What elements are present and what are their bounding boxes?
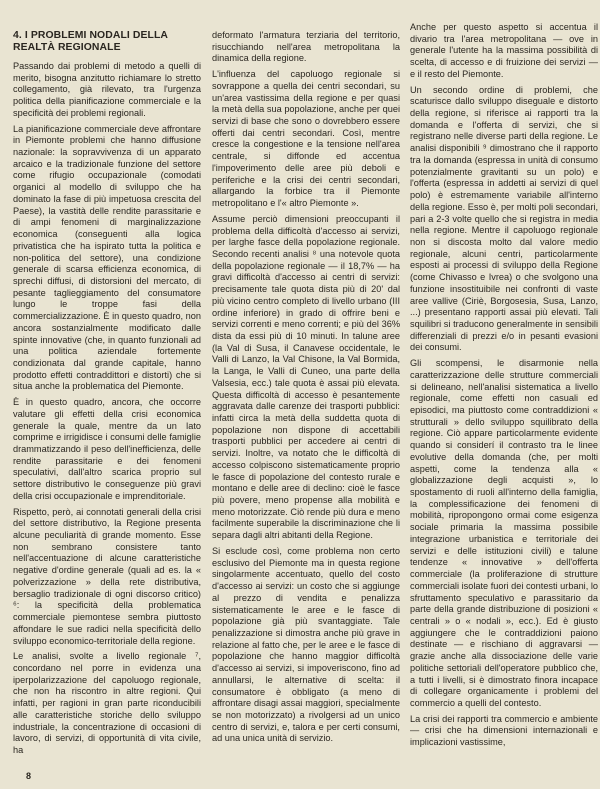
section-heading	[13, 30, 201, 54]
paragraph: La crisi dei rapporti tra commercio e ambiente — crisi che ha dimensioni internazionali e implicazioni vastissime,	[410, 713, 598, 748]
paragraph: Gli scompensi, le disarmonie nella caratterizzazione delle strutture commerciali si delineano, nell'analisi sistematica a livello regionale, come effetti non casuali ed episodici, ma piuttosto come contraddizioni « strutturali » dello sviluppo squilibrato della regione. Ciò appare particolarmente evidente quando si considerí il contrasto tra le linee evolutive della domanda (che, per molti aspetti, come la tendenza alla « globalizzazione degli acquisti », lo spostamento di ruoli all'interno della famiglia, la complessificazione dei fenomeni di mobilità, ripropongono ormai come esigenza sociale primaria la massima possibile integrazione urbanistica e territoriale dei servizi e delle istituzioni civili) e talune tendenze « innovative » dell'offerta commerciale (la proliferazione di strutture commerciali isolate fuori dei contesti urbani, lo sfruttamento speculativo e parassitario da parte della grande distribuzione di posizioni « centrali » o « nodali », ecc.). Ed è giusto aggiungere che le contraddizioni paiono destinate — e rischiano di aggravarsi — grazie anche alla dissociazione delle varie politiche settoriali dell'operatore pubblico che, a tutti i livelli, si è dimostrato finora incapace di collegare organicamente i problemi del commercio a quelli del contesto.	[410, 358, 598, 708]
paragraph: Un secondo ordine di problemi, che scaturisce dallo sviluppo diseguale e distorto della regione, si riferisce ai rapporti tra la domanda e l'offerta di servizi, che si registrano nelle diverse parti della regione. Le analisi disponibili ⁹ dimostrano che il rapporto tra la domanda (espressa in unità di consumo potenzialmente gravitanti su un polo) e l'offerta (espressa in addetti ai servizi di quel polo) è estremamente variabile all'interno della regione. Esso è, per molti poli secondari, pari a 2-3 volte quello che si registra in media nella regione. Mentre il capoluogo regionale non si discosta molto dal valore medio regionale, alcuni centri, particolarmente esposti ai processi di sviluppo della Regione (come Chivasso e Ivrea) o che svolgono una funzione insostituibile nei confronti di vaste aree vallive (Ciriè, Borgosesia, Susa, Lanzo, ...) presentano rapporti assai più elevati. Tali squilibri si traducono generalmente in sensibili differenziali di prezzi e/o in pesanti evasioni dei consumi.	[410, 84, 598, 353]
page-number: 8	[26, 771, 32, 781]
paragraph: L'influenza del capoluogo regionale si sovrappone a quella dei centri secondari, su un'area vastissima della regione e per quasi la metà della sua popolazione, anche per quei servizi di base che sono o dovrebbero essere offerti dai centri secondari. Così, mentre cresce la congestione e la tensione nell'area centrale, si diffonde ed accentua l'impoverimento delle aree più deboli e periferiche e la crisi dei centri secondari, allargando la forbice tra il Piemonte metropolitano e l'« altro Piemonte ».	[212, 69, 400, 209]
paragraph: Passando dai problemi di metodo a quelli di merito, bisogna anzitutto richiamare lo stretto collegamento, già rilevato, tra l'urgenza politica della pianificazione commerciale e la specificità dei problemi regionali.	[13, 61, 201, 118]
paragraph: Rispetto, però, ai connotati generali della crisi del settore distributivo, la Regione presenta alcune peculiarità di grande momento. Esse non sembrano consistere tanto nell'accentuazione di alcune caratteristiche negative d'ordine generale (quali ad es. la « polverizzazione » della rete distributiva, bersaglio tradizionale di ogni discorso critico) ⁶: la specificità della problematica commerciale piemontese sembra piuttosto affondare le sue radici nella specificità dello sviluppo economico-territoriale della regione.	[13, 506, 201, 646]
column-3	[410, 22, 598, 753]
paragraph: deformato l'armatura terziaria del territorio, risucchiando nell'area metropolitana la dinamica della regione.	[212, 30, 400, 64]
paragraph: Le analisi, svolte a livello regionale ⁷, concordano nel porre in evidenza una iperpolarizzazione del capoluogo regionale, che non ha riscontro in altre regioni. Qui infatti, per ragioni in gran parte riconducibili alle caratteristiche storiche dello sviluppo industriale, la concentrazione di occasioni di lavoro, di servizi, di opportunità di vita civile, ha	[13, 651, 201, 755]
column-1	[13, 30, 201, 761]
column-2	[212, 30, 400, 749]
paragraph: Anche per questo aspetto si accentua il divario tra l'area metropolitana — ove in generale l'utente ha la massima possibilità di scelta, di accesso e di fruizione dei servizi — e il resto del Piemonte.	[410, 22, 598, 79]
paragraph: Assume perciò dimensioni preoccupanti il problema della difficoltà d'accesso ai servizi, per larghe fasce della popolazione regionale. Secondo recenti analisi ⁸ una notevole quota della popolazione regionale — il 18,7% — ha gravi difficoltà d'accesso ai centri di servizi: precisamente tale quota dista più di 20' dal più vicino centro completo di livello urbano (III ordine inferiore) in grado di offrire beni e servizi correnti e meno correnti; e più del 36% dista da essi più di 10 minuti. In talune aree (la Val di Susa, il Canavese occidentale, le Valli di Lanzo, la Val Chisone, la Val Bormida, la Langa, le Valli di Cuneo, una parte della Valsesia, ecc.) tale quota è assai più elevata. Questa difficoltà di accesso è pesantemente aggravata dalle carenze dei trasporti pubblici: infatti circa la metà della suddetta quota di popolazione non dispone di accettabili trasporti pubblici per accedere ai centri di servizi. Inoltre, va notato che le difficoltà di accesso colpiscono sistematicamente proprio le fasce di popolazione del contesto rurale e montano e delle aree di declino: cioè le fasce più povere, meno propense alla mobilità e meno motorizzate. Ciò rende più dura e meno facilmente superabile la discriminazione che li separa dagli altri abitanti della Regione.	[212, 213, 400, 541]
section-heading-line-1: 4. I PROBLEMI NODALI DELLA	[13, 30, 168, 41]
section-heading-line-2: REALTÀ REGIONALE	[13, 42, 121, 53]
paragraph: La pianificazione commerciale deve affrontare in Piemonte problemi che hanno diffusione nazionale: la sopravvivenza di un apparato arcaico e la tradizionale funzione del settore come rifugio occupazionale (comodati organici al modello di sviluppo che ha dominato la fase di più impetuosa crescita del Paese), la vastità delle rendite parassitarie e di ampi fenomeni di marginalizzazione economica (conseguenti alla logica privatistica che ha ispirato tutta la politica e non-politica del settore), una condizione generale di scarsa efficienza economica, di sprechi diffusi, di distorsioni del mercato, di pesante taglieggiamento del consumatore lungo le troppe fasi della commercializzazione. È in questo quadro, non ancora sostanzialmente modificato dalle spinte innovative (che, in quanto funzionali ad una politica aziendale fortemente condizionata dal grande capitale, hanno prodotto effetti contraddittori e distorti) che si situa anche la problematica del Piemonte.	[13, 123, 201, 392]
paragraph: È in questo quadro, ancora, che occorre valutare gli effetti della crisi economica generale la quale, mentre da un lato comprime e irrigidisce i consumi delle famiglie drammatizzando il peso dell'inefficienza, delle rendite parassitarie e dei fenomeni speculativi, dall'altro scarica proprio sul settore distributivo le conseguenze più gravi della crisi occupazionale e imprenditoriale.	[13, 397, 201, 501]
paragraph: Si esclude così, come problema non certo esclusivo del Piemonte ma in questa regione singolarmente accentuato, quello del costo d'accesso ai servizi: un costo che si aggiunge al prezzo di vendita e penalizza sistematicamente le aree e le fasce di popolazione già più svantaggiate. Tale penalizzazione si dimostra anche più grave in relazione al fatto che, per le aree e le fasce di popolazione che hanno maggior difficoltà d'accesso ai servizi, si impoveriscono, fino ad annullarsi, le alternative di scelta: il consumatore è obbligato (a meno di affrontare disagi assai maggiori, specialmente se non motorizzato) a rivolgersi ad un unico centro di servizi, e, talora e per certi consumi, ad una unica unità di servizio.	[212, 545, 400, 744]
